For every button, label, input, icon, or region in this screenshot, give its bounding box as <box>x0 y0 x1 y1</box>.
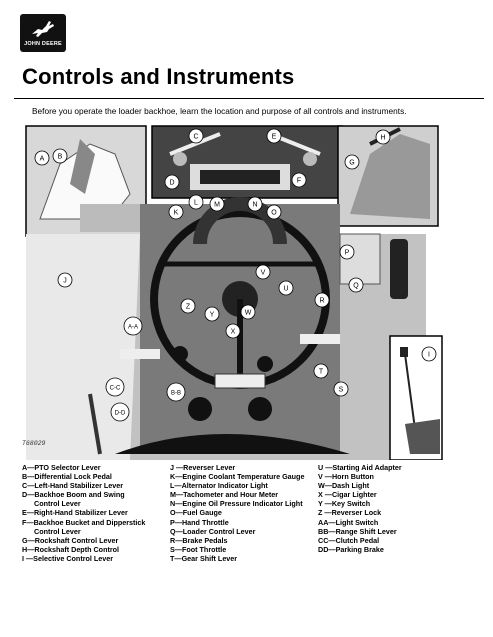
legend-column-1 <box>22 463 145 563</box>
callout-label: I <box>428 351 430 359</box>
legend-item: AA—Light Switch <box>318 517 379 527</box>
callout-label: D <box>169 179 175 187</box>
legend-item: BB—Range Shift Lever <box>318 526 397 536</box>
legend-item: E—Right-Hand Stabilizer Lever <box>22 508 128 518</box>
legend-item: M—Tachometer and Hour Meter <box>170 490 279 500</box>
john-deere-logo <box>20 14 66 52</box>
legend-item: C—Left-Hand Stabilizer Lever <box>22 481 124 491</box>
callout-label: L <box>194 199 198 207</box>
legend-item: U —Starting Aid Adapter <box>318 463 402 472</box>
legend-item: O—Fuel Gauge <box>170 508 222 518</box>
callout-label: K <box>173 209 179 217</box>
callout-label: B <box>57 153 63 161</box>
callout-label: A-A <box>127 324 139 331</box>
legend-column-3 <box>318 463 402 554</box>
controls-photo-illustration <box>20 124 443 460</box>
legend-item: F—Backhoe Bucket and Dipperstick <box>22 517 146 527</box>
legend-item: I —Selective Control Lever <box>22 553 114 563</box>
callout-label: N <box>252 201 258 209</box>
page-title: Controls and Instruments <box>22 64 295 89</box>
legend-item: J —Reverser Lever <box>170 463 236 472</box>
callout-label: J <box>63 277 67 285</box>
legend-item: S—Foot Throttle <box>170 544 227 554</box>
legend-item: CC—Clutch Pedal <box>318 535 380 545</box>
callout-label: Z <box>185 303 191 311</box>
legend-item: R—Brake Pedals <box>170 535 228 545</box>
callout-label: R <box>319 297 325 305</box>
legend-item: Y —Key Switch <box>318 499 371 509</box>
callout-label: W <box>244 309 252 317</box>
callout-label: T <box>318 368 324 376</box>
callout-label: D-D <box>114 410 126 417</box>
title-divider <box>14 98 484 99</box>
callout-label: C <box>193 133 199 141</box>
legend-item: V —Horn Button <box>318 472 374 482</box>
callout-label: Y <box>209 311 215 319</box>
legend-item: X —Cigar Lighter <box>318 490 377 500</box>
callout-label: V <box>260 269 266 277</box>
legend-item: D—Backhoe Boom and Swing <box>22 490 125 500</box>
callout-label: C-C <box>109 385 121 392</box>
callout-label: O <box>271 209 277 217</box>
legend-column-2 <box>170 463 304 563</box>
figure-code: T68029 <box>22 440 46 447</box>
deer-icon <box>30 18 56 40</box>
callout-label: U <box>283 285 289 293</box>
logo-wordmark: JOHN DEERE <box>24 41 62 47</box>
callout-label: B-B <box>170 390 182 397</box>
callout-label: F <box>296 177 302 185</box>
callout-label: A <box>39 155 45 163</box>
callout-label: M <box>214 201 220 209</box>
inset-pto-pedal <box>26 126 146 236</box>
legend-item: P—Hand Throttle <box>170 517 229 527</box>
inset-backhoe-levers <box>152 126 342 198</box>
legend-item: Z —Reverser Lock <box>318 508 382 518</box>
callout-label: G <box>349 159 355 167</box>
legend-item: Control Lever <box>34 499 81 509</box>
legend-item: T—Gear Shift Lever <box>170 553 238 563</box>
legend-item: A—PTO Selector Lever <box>22 463 101 472</box>
intro-text: Before you operate the loader backhoe, learn the location and purpose of all controls and instruments. <box>32 106 407 116</box>
legend-item: N—Engine Oil Pressure Indicator Light <box>170 499 303 509</box>
legend-item: Control Lever <box>34 526 81 536</box>
callout-label: P <box>344 249 350 257</box>
callout-label: X <box>230 328 236 336</box>
legend-item: K—Engine Coolant Temperature Gauge <box>170 472 305 482</box>
legend-item: DD—Parking Brake <box>318 544 384 554</box>
legend-item: W—Dash Light <box>318 481 370 491</box>
legend-item: Q—Loader Control Lever <box>170 526 256 536</box>
callout-label: S <box>338 386 344 394</box>
legend-item: G—Rockshaft Control Lever <box>22 535 119 545</box>
callout-label: Q <box>353 282 359 290</box>
legend-item: B—Differential Lock Pedal <box>22 472 112 482</box>
callout-label: H <box>380 134 386 142</box>
legend-item: H—Rockshaft Depth Control <box>22 544 120 554</box>
callout-label: E <box>271 133 277 141</box>
legend-item: L—Alternator Indicator Light <box>170 481 268 491</box>
